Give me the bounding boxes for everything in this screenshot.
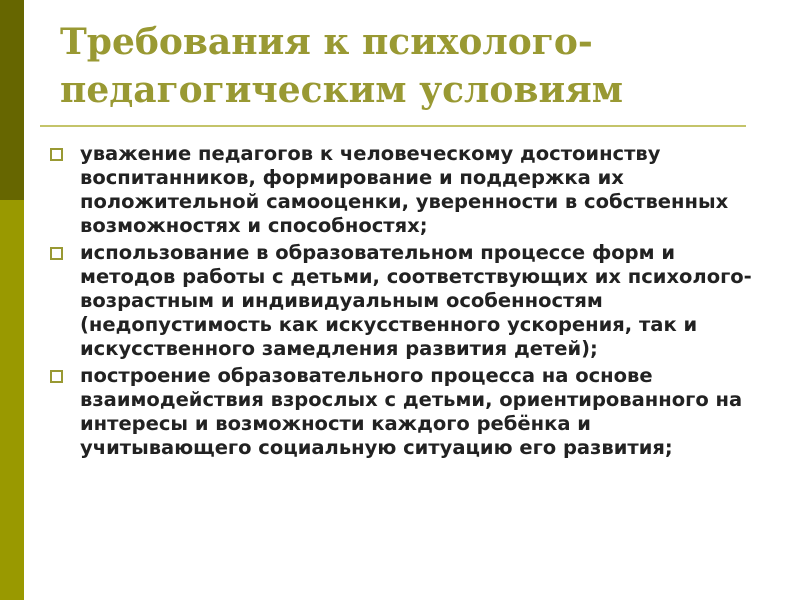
bullet-text: уважение педагогов к человеческому достоинству воспитанников, формирование и поддержка их положительной самооценки, уверенности в собственных возможностях и способностях; <box>80 142 729 237</box>
bullet-item <box>50 241 760 361</box>
bullet-text: построение образовательного процесса на основе взаимодействия взрослых с детьми, ориентированного на интересы и возможности каждого ребёнка и учитывающего социальную ситуацию его развития; <box>80 364 743 459</box>
bullet-list <box>50 142 760 463</box>
side-color-band <box>0 0 24 600</box>
hollow-square-icon <box>50 247 63 260</box>
bullet-text: использование в образовательном процессе форм и методов работы с детьми, соответствующих их психолого-возрастным и индивидуальным особенностям (недопустимость как искусственного ускорения, так и искусственного замедления развития детей); <box>80 241 752 360</box>
bullet-item <box>50 364 760 460</box>
bullet-item <box>50 142 760 238</box>
hollow-square-icon <box>50 370 63 383</box>
side-band-light-segment <box>0 200 24 600</box>
hollow-square-icon <box>50 148 63 161</box>
slide-title: Требования к психолого-педагогическим условиям <box>60 21 624 111</box>
title-divider <box>40 125 746 127</box>
side-band-dark-segment <box>0 0 24 200</box>
